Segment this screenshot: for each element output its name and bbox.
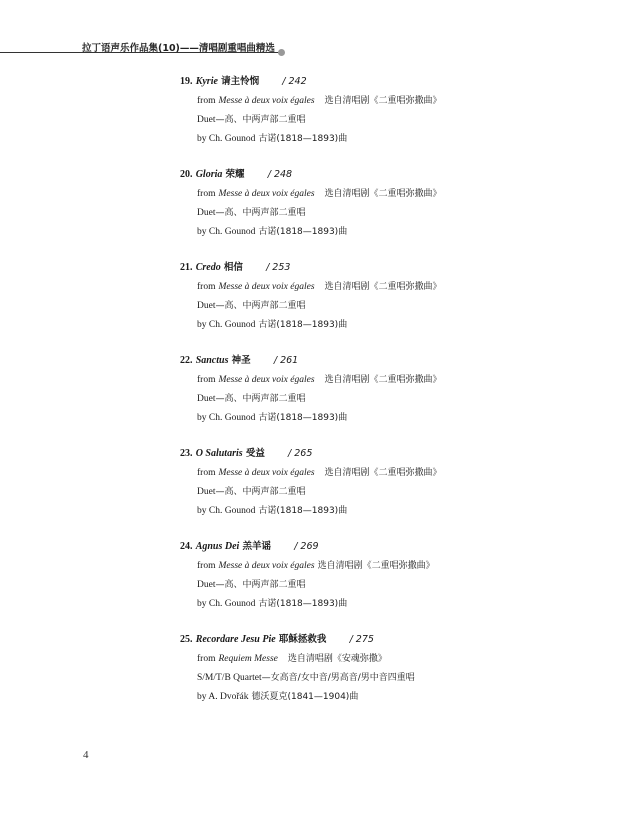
entry-latin-title: Agnus Dei — [195, 541, 240, 552]
from-label: from — [197, 189, 216, 199]
entry-latin-title: Kyrie — [195, 76, 218, 87]
entry-composer-line — [180, 129, 620, 148]
entry-voice-line — [180, 668, 620, 687]
voicing-en: S/M/T/B Quartet — [197, 673, 262, 683]
composer-en: by A. Dvořák — [197, 692, 249, 702]
entry-page-ref: / 275 — [349, 634, 374, 645]
composer-cn: 古诺(1818—1893)曲 — [258, 413, 348, 423]
entry-page-ref: / 269 — [294, 541, 319, 552]
composer-en: by Ch. Gounod — [197, 599, 256, 609]
entry-source-line — [180, 649, 620, 668]
composer-en: by Ch. Gounod — [197, 134, 256, 144]
voicing-en: Duet — [197, 115, 216, 125]
composer-cn: 古诺(1818—1893)曲 — [258, 227, 348, 237]
work-title: Messe à deux voix égales — [218, 189, 315, 199]
entry-number: 20. — [180, 169, 193, 180]
entry-composer-line — [180, 501, 620, 520]
header-dot-ornament — [278, 49, 285, 56]
contents-list — [180, 72, 620, 723]
entry-page-ref: / 253 — [266, 262, 291, 273]
voicing-cn: —高、中两声部二重唱 — [215, 580, 306, 590]
composer-cn: 德沃夏克(1841—1904)曲 — [251, 692, 359, 702]
work-source-cn: 选自清唱剧《二重唱弥撒曲》 — [324, 375, 442, 385]
entry-title-line — [180, 165, 620, 184]
entry-composer-line — [180, 408, 620, 427]
work-title: Messe à deux voix égales — [218, 96, 315, 106]
entry-composer-line — [180, 315, 620, 334]
entry-source-line — [180, 463, 620, 482]
entry-source-line — [180, 184, 620, 203]
entry-latin-title: O Salutaris — [195, 448, 243, 459]
entry-title-line — [180, 258, 620, 277]
entry-latin-title: Gloria — [195, 169, 223, 180]
work-source-cn: 选自清唱剧《二重唱弥撒曲》 — [324, 96, 442, 106]
composer-cn: 古诺(1818—1893)曲 — [258, 599, 348, 609]
composer-cn: 古诺(1818—1893)曲 — [258, 320, 348, 330]
voicing-en: Duet — [197, 394, 216, 404]
work-title: Messe à deux voix égales — [218, 561, 315, 571]
composer-en: by Ch. Gounod — [197, 227, 256, 237]
entry-page-ref: / 242 — [282, 76, 307, 87]
entry-chinese-title: 耶稣拯救我 — [278, 634, 327, 645]
contents-entry — [180, 165, 620, 258]
entry-voice-line — [180, 296, 620, 315]
entry-composer-line — [180, 594, 620, 613]
voicing-cn: —高、中两声部二重唱 — [215, 208, 306, 218]
entry-number: 25. — [180, 634, 193, 645]
entry-voice-line — [180, 575, 620, 594]
entry-chinese-title: 神圣 — [231, 355, 251, 366]
contents-entry — [180, 537, 620, 630]
contents-entry — [180, 351, 620, 444]
from-label: from — [197, 468, 216, 478]
composer-en: by Ch. Gounod — [197, 413, 256, 423]
entry-number: 24. — [180, 541, 193, 552]
entry-chinese-title: 羔羊谣 — [242, 541, 272, 552]
entry-source-line — [180, 277, 620, 296]
entry-chinese-title: 受益 — [245, 448, 265, 459]
composer-en: by Ch. Gounod — [197, 506, 256, 516]
work-title: Requiem Messe — [218, 654, 278, 664]
voicing-en: Duet — [197, 301, 216, 311]
from-label: from — [197, 282, 216, 292]
entry-chinese-title: 荣耀 — [225, 169, 245, 180]
entry-title-line — [180, 537, 620, 556]
voicing-en: Duet — [197, 487, 216, 497]
entry-number: 19. — [180, 76, 193, 87]
entry-title-line — [180, 444, 620, 463]
entry-voice-line — [180, 482, 620, 501]
voicing-cn: —高、中两声部二重唱 — [215, 301, 306, 311]
contents-entry — [180, 630, 620, 723]
work-title: Messe à deux voix égales — [218, 282, 315, 292]
entry-source-line — [180, 91, 620, 110]
entry-source-line — [180, 556, 620, 575]
entry-chinese-title: 相信 — [223, 262, 243, 273]
entry-page-ref: / 261 — [273, 355, 299, 366]
work-source-cn: 选自清唱剧《二重唱弥撒曲》 — [317, 561, 435, 571]
work-source-cn: 选自清唱剧《二重唱弥撒曲》 — [324, 189, 442, 199]
contents-entry — [180, 258, 620, 351]
entry-composer-line — [180, 222, 620, 241]
entry-title-line — [180, 630, 620, 649]
work-source-cn: 选自清唱剧《安魂弥撒》 — [287, 654, 387, 664]
entry-latin-title: Sanctus — [195, 355, 229, 366]
header-title: 拉丁语声乐作品集(10)——清唱剧重唱曲精选 — [82, 43, 275, 54]
entry-title-line — [180, 351, 620, 370]
entry-composer-line — [180, 687, 620, 706]
entry-number: 22. — [180, 355, 193, 366]
entry-voice-line — [180, 110, 620, 129]
entry-voice-line — [180, 389, 620, 408]
contents-entry — [180, 72, 620, 165]
from-label: from — [197, 96, 216, 106]
voicing-en: Duet — [197, 580, 216, 590]
work-source-cn: 选自清唱剧《二重唱弥撒曲》 — [324, 468, 442, 478]
running-header — [0, 40, 634, 56]
voicing-en: Duet — [197, 208, 216, 218]
work-title: Messe à deux voix égales — [218, 375, 315, 385]
from-label: from — [197, 654, 216, 664]
from-label: from — [197, 375, 216, 385]
entry-page-ref: / 248 — [267, 169, 293, 180]
entry-number: 21. — [180, 262, 193, 273]
voicing-cn: —高、中两声部二重唱 — [215, 487, 306, 497]
voicing-cn: —女高音/女中音/男高音/男中音四重唱 — [261, 673, 415, 683]
entry-chinese-title: 请主怜悯 — [221, 76, 260, 87]
work-source-cn: 选自清唱剧《二重唱弥撒曲》 — [324, 282, 442, 292]
entry-latin-title: Credo — [195, 262, 221, 273]
entry-voice-line — [180, 203, 620, 222]
page-number: 4 — [83, 749, 89, 761]
voicing-cn: —高、中两声部二重唱 — [215, 115, 306, 125]
entry-page-ref: / 265 — [288, 448, 313, 459]
contents-entry — [180, 444, 620, 537]
work-title: Messe à deux voix égales — [218, 468, 315, 478]
composer-en: by Ch. Gounod — [197, 320, 256, 330]
entry-number: 23. — [180, 448, 193, 459]
composer-cn: 古诺(1818—1893)曲 — [258, 134, 348, 144]
entry-title-line — [180, 72, 620, 91]
composer-cn: 古诺(1818—1893)曲 — [258, 506, 348, 516]
from-label: from — [197, 561, 216, 571]
entry-source-line — [180, 370, 620, 389]
entry-latin-title: Recordare Jesu Pie — [195, 634, 276, 645]
voicing-cn: —高、中两声部二重唱 — [215, 394, 306, 404]
header-rule — [0, 52, 281, 53]
